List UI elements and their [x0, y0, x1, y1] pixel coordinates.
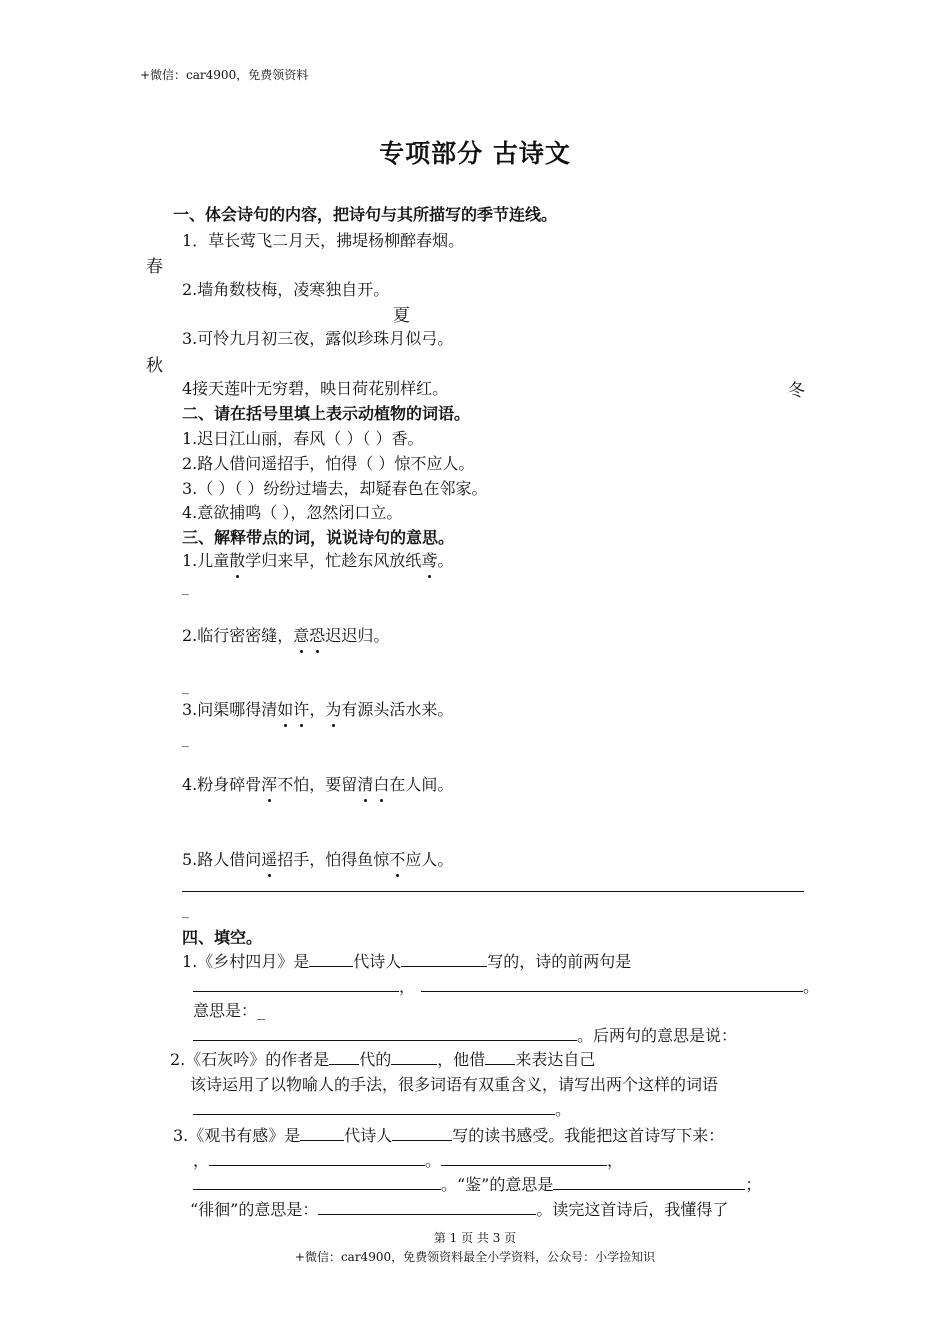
- dotted-char: 散: [229, 548, 245, 571]
- fill-q1-line2: ， 。: [193, 974, 819, 997]
- blank[interactable]: [193, 1025, 577, 1041]
- fill-q1-line1: 1.《乡村四月》是 代诗人 写的，诗的前两句是: [182, 952, 632, 971]
- poem-line-2: 2.墙角数枝梅，凌寒独自开。: [182, 280, 390, 299]
- blank[interactable]: [193, 976, 399, 992]
- fill-line-2: 2.路人借问遥招手，怕得（ ）惊不应人。: [182, 454, 475, 473]
- fill-q3-line3: 。“鉴”的意思是 ；: [193, 1172, 761, 1195]
- header-note: +微信：car4900，免费领资料: [140, 68, 309, 82]
- poem-line-1: 1．草长莺飞二月天，拂堤杨柳醉春烟。: [182, 231, 465, 250]
- blank[interactable]: [318, 1199, 536, 1215]
- blank[interactable]: [193, 1099, 555, 1115]
- season-summer: 夏: [393, 306, 410, 326]
- season-winter: 冬: [788, 381, 805, 401]
- answer-mark-3: _: [182, 732, 189, 748]
- dotted-char: 为: [325, 697, 341, 720]
- blank[interactable]: [300, 1125, 344, 1141]
- answer-mark-2: _: [182, 679, 189, 695]
- blank[interactable]: [392, 1125, 452, 1141]
- explain-q4: 4.粉身碎骨浑不怕，要留清白在人间。: [182, 772, 453, 795]
- explain-q2: 2.临行密密缝，意恐迟迟归。: [182, 623, 389, 646]
- fill-q1-line3: 意思是：_: [193, 1001, 266, 1020]
- section-3-heading: 三、解释带点的词，说说诗句的意思。: [182, 528, 455, 547]
- fill-q3-line4: “徘徊”的意思是： 。读完这首诗后，我懂得了: [190, 1200, 729, 1219]
- dotted-char: 白: [373, 772, 389, 795]
- dotted-char: 清: [357, 772, 373, 795]
- fill-q2-line1: 2.《石灰吟》的作者是 代的 ，他借 来表达自己: [170, 1050, 596, 1069]
- dotted-char: 浑: [261, 772, 277, 795]
- season-spring: 春: [146, 257, 163, 277]
- fill-q1-line4: 。后两句的意思是说：: [193, 1023, 737, 1046]
- blank[interactable]: [391, 1049, 437, 1065]
- fill-line-3: 3.（ ）（ ）纷纷过墙去，却疑春色在邻家。: [182, 479, 488, 498]
- page-number: 第 1 页 共 3 页: [433, 1231, 517, 1245]
- dotted-char: 意: [293, 623, 309, 646]
- blank[interactable]: [421, 976, 803, 992]
- blank[interactable]: [553, 1174, 745, 1190]
- dotted-char: 鸢: [421, 548, 437, 571]
- dotted-char: 许: [293, 697, 309, 720]
- dotted-char: 如: [277, 697, 293, 720]
- blank[interactable]: [193, 1174, 441, 1190]
- explain-q1: 1.儿童散学归来早，忙趁东风放纸鸢。: [182, 548, 453, 571]
- section-4-heading: 四、填空。: [182, 928, 263, 947]
- explain-q3: 3.问渠哪得清如许，为有源头活水来。: [182, 697, 453, 720]
- fill-q3-line2: ， 。 ，: [193, 1151, 624, 1170]
- section-1-heading: 一、体会诗句的内容，把诗句与其所描写的季节连线。: [173, 205, 558, 224]
- explain-q5: 5.路人借问遥招手，怕得鱼惊不应人。: [182, 847, 453, 870]
- footer-note: +微信：car4900，免费领资料最全小学资料，公众号：小学捡知识: [294, 1250, 656, 1264]
- blank[interactable]: [441, 1150, 607, 1166]
- fill-q2-line3: 。: [193, 1097, 571, 1120]
- poem-line-3: 3.可怜九月初三夜，露似珍珠月似弓。: [182, 329, 454, 348]
- blank[interactable]: [329, 1049, 359, 1065]
- blank[interactable]: [309, 951, 353, 967]
- dotted-char: 恐: [309, 623, 325, 646]
- season-autumn: 秋: [146, 356, 163, 376]
- fill-line-4: 4.意欲捕鸣（ ），忽然闭口立。: [182, 503, 403, 522]
- blank[interactable]: [401, 951, 487, 967]
- answer-mark-1: _: [182, 580, 189, 596]
- fill-q2-line2: 该诗运用了以物喻人的手法，很多词语有双重含义，请写出两个这样的词语: [190, 1075, 719, 1094]
- page-title: 专项部分 古诗文: [379, 139, 571, 168]
- section-2-heading: 二、请在括号里填上表示动植物的词语。: [182, 404, 471, 423]
- dotted-char: 遥: [261, 847, 277, 870]
- dotted-char: 不: [389, 847, 405, 870]
- fill-q3-line1: 3.《观书有感》是 代诗人 写的读书感受。我能把这首诗写下来：: [173, 1126, 725, 1145]
- blank[interactable]: [485, 1049, 515, 1065]
- fill-line-1: 1.迟日江山丽，春风（ ）（ ）香。: [182, 429, 424, 448]
- answer-line[interactable]: [182, 891, 804, 892]
- blank[interactable]: [209, 1150, 425, 1166]
- answer-mark-4: _: [182, 903, 189, 919]
- poem-line-4: 4接天莲叶无穷碧，映日荷花别样红。: [182, 379, 449, 398]
